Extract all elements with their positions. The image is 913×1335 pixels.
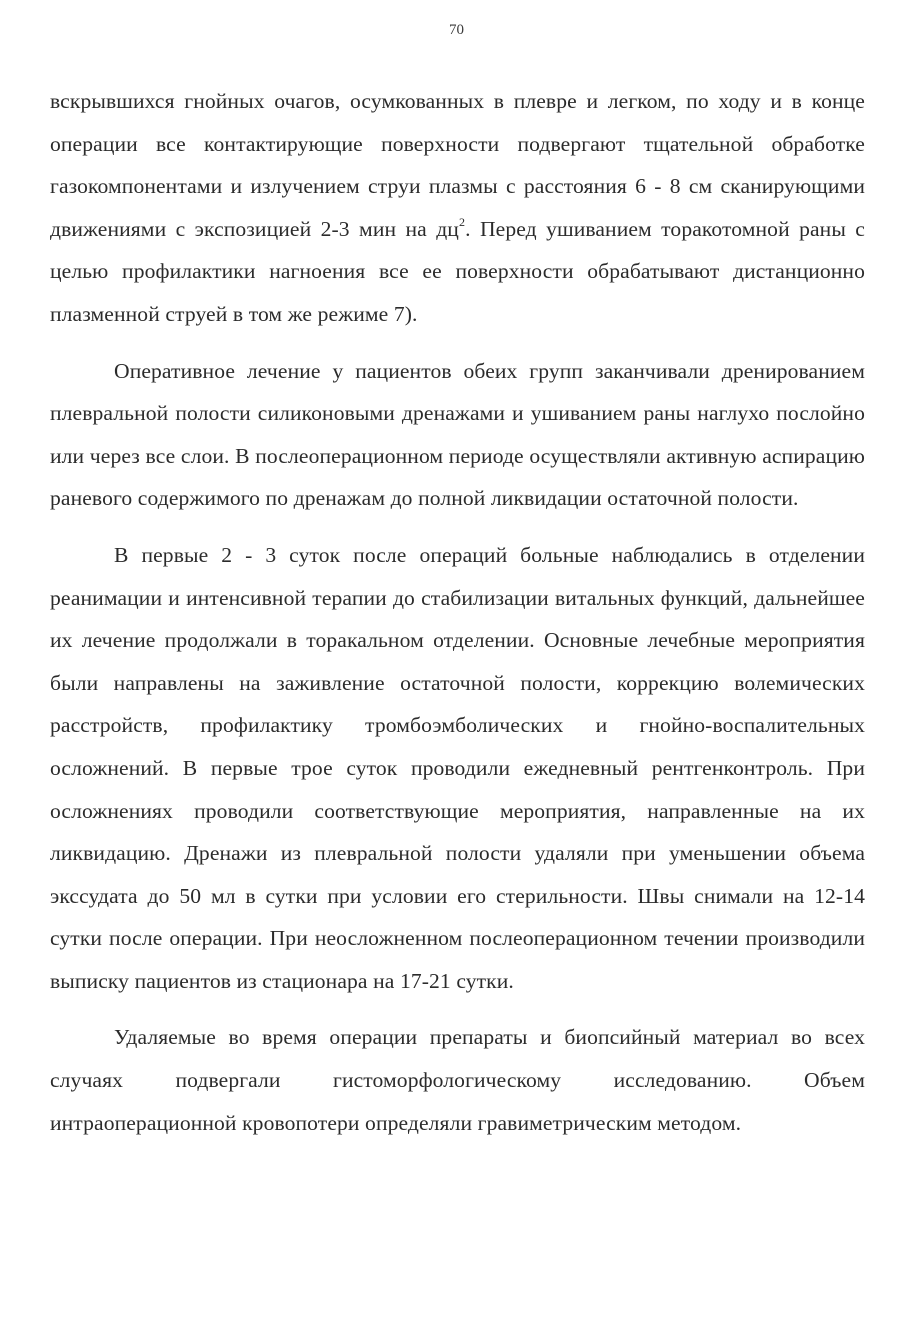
paragraph-histology: Удаляемые во время операции препараты и биопсийный материал во всех случаях подвергали гистоморфологическому исследованию. Объем интраоперационной кровопотери определяли гравиметрическим методом. (50, 1025, 865, 1135)
document-body (50, 80, 865, 1144)
paragraph-continuation (50, 80, 865, 336)
page-number: 70 (449, 22, 464, 38)
paragraph-postoperative-care: В первые 2 - 3 суток после операций больные наблюдались в отделении реанимации и интенсивной терапии до стабилизации витальных функций, дальнейшее их лечение продолжали в торакальном отделении. Основные лечебные мероприятия были направлены на заживление остаточной полости, коррекцию волемических расстройств, профилактику тромбоэмболических и гнойно-воспалительных осложнений. В первые трое суток проводили ежедневный рентгенконтроль. При осложнениях проводили соответствующие мероприятия, направленные на их ликвидацию. Дренажи из плевральной полости удаляли при уменьшении объема экссудата до 50 мл в сутки при условии его стерильности. Швы снимали на 12-14 сутки после операции. При неосложненном послеоперационном течении производили выписку пациентов из стационара на 17-21 сутки. (50, 542, 865, 993)
paragraph-text: . Перед ушиванием торакотомной раны с целью профилактики нагноения все ее поверхности обрабатывают дистанционно плазменной струей в том же режиме 7). (50, 216, 865, 326)
paragraph-surgery-completion: Оперативное лечение у пациентов обеих групп заканчивали дренированием плевральной полости силиконовыми дренажами и ушиванием раны наглухо послойно или через все слои. В послеоперационном периоде осуществляли активную аспирацию раневого содержимого по дренажам до полной ликвидации остаточной полости. (50, 358, 865, 511)
paragraph-text: вскрывшихся гнойных очагов, осумкованных в плевре и легком, по ходу и в конце операции все контактирующие поверхности подвергают тщательной обработке газокомпонентами и излучением струи плазмы с расстояния 6 - 8 см сканирующими движениями с экспозицией 2-3 мин на дц (50, 89, 865, 241)
superscript: 2 (458, 214, 466, 229)
